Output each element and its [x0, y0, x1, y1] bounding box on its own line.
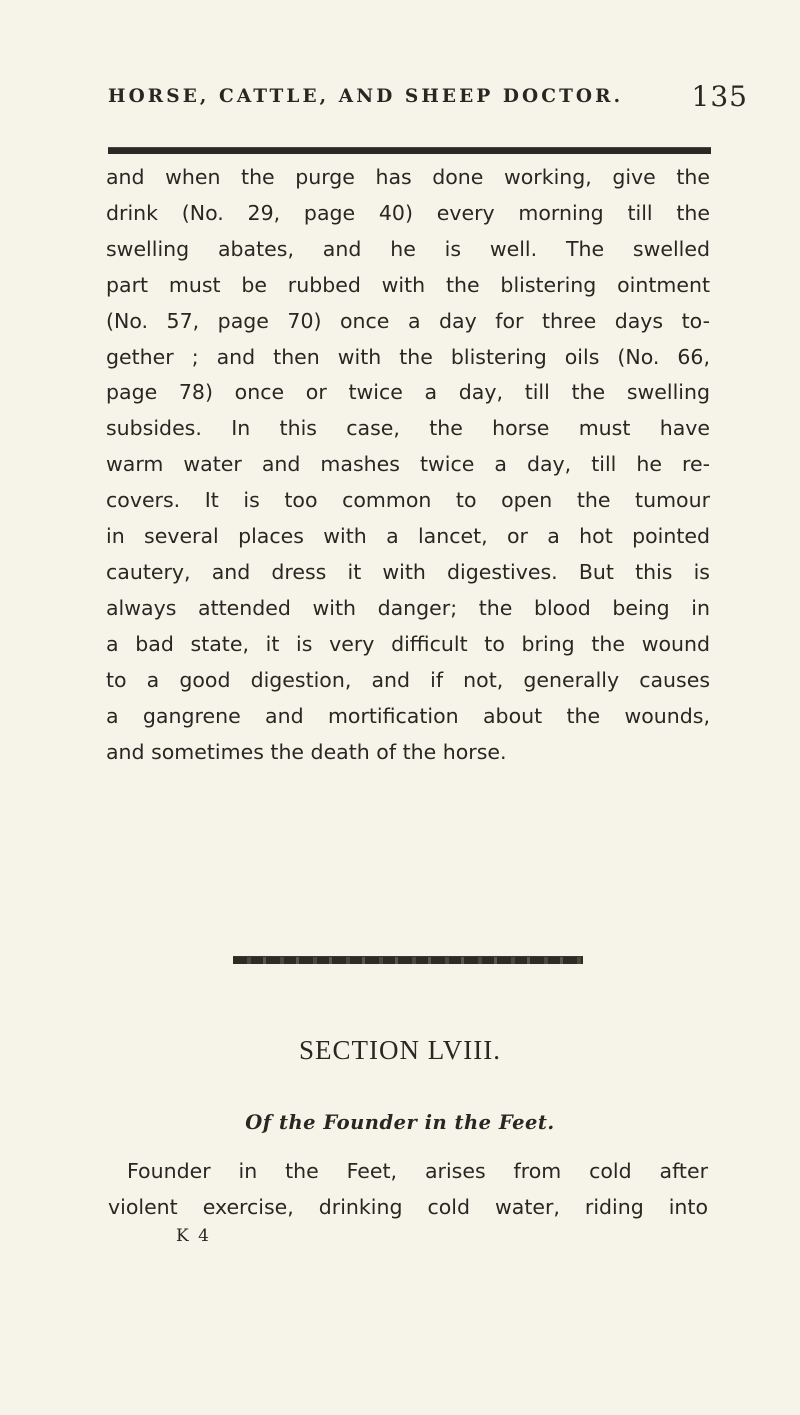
- text-line: Founder in the Feet, arises from cold after: [127, 1159, 708, 1183]
- text-line: a bad state, it is very difficult to bring the wound: [106, 631, 710, 656]
- body-paragraph: [106, 160, 710, 770]
- section-title: SECTION LVIII.: [299, 1035, 501, 1065]
- section-subtitle: Of the Founder in the Feet.: [245, 1111, 555, 1134]
- text-line: (No. 57, page 70) once a day for three days to-: [106, 308, 710, 333]
- text-line: to a good digestion, and if not, generally causes: [106, 667, 710, 692]
- signature-mark: K 4: [176, 1226, 211, 1246]
- text-line: and when the purge has done working, give the: [106, 165, 710, 189]
- text-line: subsides. In this case, the horse must have: [106, 416, 710, 441]
- running-head-title: HORSE, CATTLE, AND SHEEP DOCTOR.: [108, 86, 624, 107]
- text-line: and sometimes the death of the horse.: [106, 739, 507, 764]
- text-line: cautery, and dress it with digestives. But this is: [106, 559, 710, 584]
- text-line: covers. It is too common to open the tumour: [106, 488, 710, 513]
- text-line: part must be rubbed with the blistering ointment: [106, 272, 710, 297]
- section-paragraph: [108, 1153, 708, 1225]
- running-head: [108, 80, 748, 120]
- text-line: a gangrene and mortification about the wounds,: [106, 703, 710, 728]
- text-line: in several places with a lancet, or a hot pointed: [106, 524, 710, 549]
- text-line: always attended with danger; the blood being in: [106, 595, 710, 620]
- text-line: violent exercise, drinking cold water, riding into: [108, 1195, 708, 1219]
- header-rule: [108, 147, 711, 154]
- text-line: drink (No. 29, page 40) every morning till the: [106, 200, 710, 225]
- text-line: swelling abates, and he is well. The swelled: [106, 236, 710, 261]
- text-line: gether ; and then with the blistering oils (No. 66,: [106, 344, 710, 369]
- text-line: page 78) once or twice a day, till the swelling: [106, 380, 710, 405]
- page-number: 135: [691, 80, 748, 113]
- section-divider: [233, 956, 583, 964]
- text-line: warm water and mashes twice a day, till he re-: [106, 452, 710, 477]
